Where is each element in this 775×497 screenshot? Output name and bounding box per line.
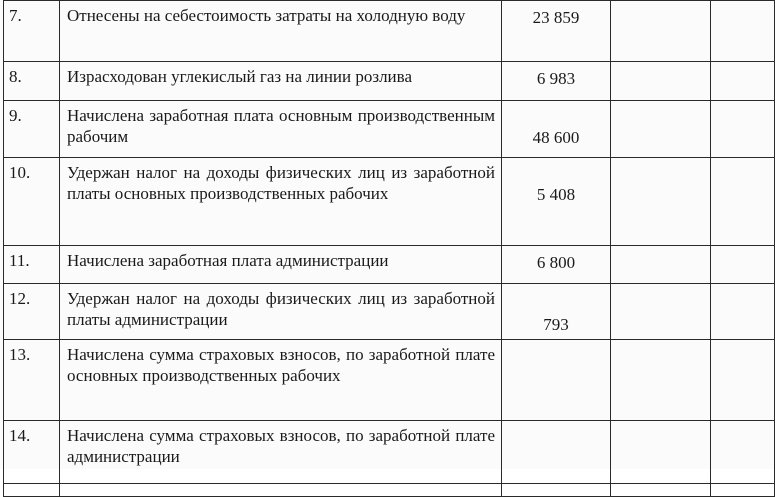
row-number: 13. <box>4 340 60 421</box>
credit-cell <box>711 62 775 101</box>
credit-cell <box>711 484 775 497</box>
table-row <box>4 62 775 101</box>
amount-value: 23 859 <box>532 8 580 27</box>
credit-cell <box>711 246 775 284</box>
table-row-partial <box>4 484 775 497</box>
table-row <box>4 101 775 158</box>
description-cell <box>60 484 502 497</box>
row-number: 9. <box>4 101 60 158</box>
credit-cell <box>711 421 775 484</box>
operation-description: Удержан налог на доходы физических лиц из заработной платы основных производственных рабочих <box>60 158 502 246</box>
amount-value: 48 600 <box>532 128 580 147</box>
row-number-cell <box>4 484 60 497</box>
amount-cell <box>502 246 611 284</box>
table-row <box>4 421 775 484</box>
operation-description: Начислена заработная плата основным производственным рабочим <box>60 101 502 158</box>
debit-cell <box>611 62 711 101</box>
table-row <box>4 246 775 284</box>
credit-cell <box>711 284 775 340</box>
operation-description: Израсходован углекислый газ на линии розлива <box>60 62 502 101</box>
operation-description: Начислена сумма страховых взносов, по заработной плате основных производственных рабочих <box>60 340 502 421</box>
row-number: 14. <box>4 421 60 484</box>
table-row <box>4 1 775 62</box>
amount-cell <box>502 340 611 421</box>
debit-cell <box>611 101 711 158</box>
operation-description: Отнесены на себестоимость затраты на холодную воду <box>60 1 502 62</box>
amount-value: 6 800 <box>536 253 576 272</box>
amount-value: 793 <box>543 315 569 334</box>
amount-cell <box>502 62 611 101</box>
debit-cell <box>611 1 711 62</box>
amount-cell <box>502 101 611 158</box>
operation-description: Начислена сумма страховых взносов, по заработной плате администрации <box>60 421 502 484</box>
table-row <box>4 284 775 340</box>
debit-cell <box>611 158 711 246</box>
credit-cell <box>711 340 775 421</box>
debit-cell <box>611 484 711 497</box>
debit-cell <box>611 421 711 484</box>
credit-cell <box>711 101 775 158</box>
amount-cell <box>502 421 611 484</box>
table-row <box>4 158 775 246</box>
table-row <box>4 340 775 421</box>
debit-cell <box>611 340 711 421</box>
row-number: 12. <box>4 284 60 340</box>
amount-value: 5 408 <box>536 185 576 204</box>
operations-table <box>3 0 775 497</box>
credit-cell <box>711 158 775 246</box>
debit-cell <box>611 246 711 284</box>
row-number: 8. <box>4 62 60 101</box>
row-number: 10. <box>4 158 60 246</box>
amount-cell <box>502 158 611 246</box>
amount-cell <box>502 1 611 62</box>
row-number: 11. <box>4 246 60 284</box>
amount-cell <box>502 284 611 340</box>
amount-value: 6 983 <box>536 69 576 88</box>
row-number: 7. <box>4 1 60 62</box>
debit-cell <box>611 284 711 340</box>
credit-cell <box>711 1 775 62</box>
operation-description: Удержан налог на доходы физических лиц из заработной платы администрации <box>60 284 502 340</box>
amount-cell <box>502 484 611 497</box>
operation-description: Начислена заработная плата администрации <box>60 246 502 284</box>
